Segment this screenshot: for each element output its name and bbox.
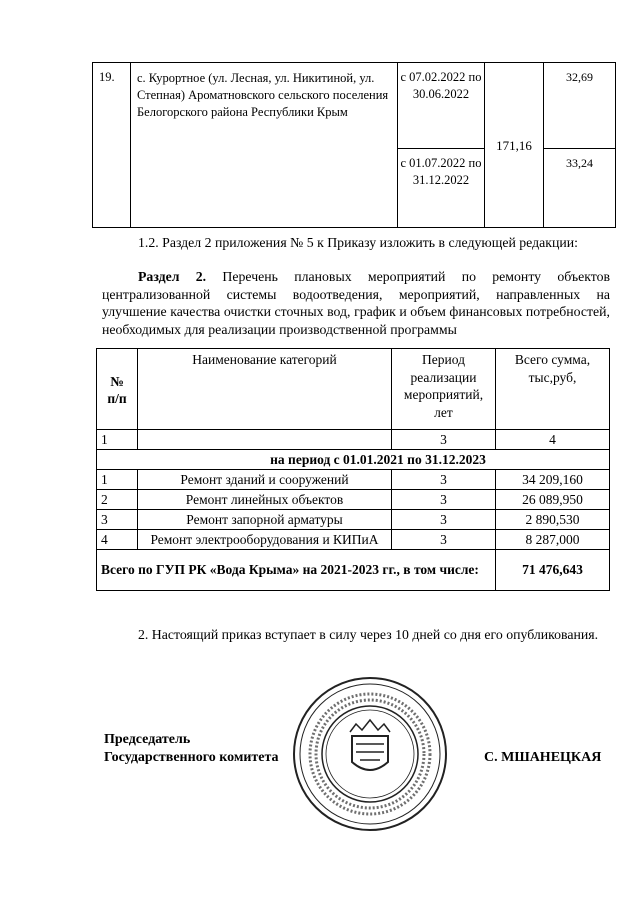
total-label: Всего по ГУП РК «Вода Крыма» на 2021-2023 гг., в том числе: <box>97 550 496 591</box>
row-sum: 2 890,530 <box>496 510 610 530</box>
colnum-1: 1 <box>97 430 138 450</box>
colnum-2 <box>138 430 392 450</box>
row-name: Ремонт зданий и сооружений <box>138 470 392 490</box>
header-sum: Всего сумма, тыс,руб, <box>496 349 610 430</box>
row-sum: 26 089,950 <box>496 490 610 510</box>
row-period: 3 <box>392 510 496 530</box>
row-number: 19. <box>93 63 131 228</box>
row-sum: 8 287,000 <box>496 530 610 550</box>
header-period: Период реализации мероприятий, лет <box>392 349 496 430</box>
row-name: Ремонт линейных объектов <box>138 490 392 510</box>
paragraph-1-2: 1.2. Раздел 2 приложения № 5 к Приказу изложить в следующей редакции: <box>138 235 578 250</box>
row-name: Ремонт электрооборудования и КИПиА <box>138 530 392 550</box>
official-seal-icon <box>290 674 450 834</box>
value-1: 32,69 <box>544 63 616 149</box>
value-2: 33,24 <box>544 148 616 227</box>
signature-position: Председатель Государственного комитета <box>104 732 279 765</box>
signatory-name: С. МШАНЕЦКАЯ <box>484 750 602 765</box>
paragraph-2: 2. Настоящий приказ вступает в силу через 10 дней со дня его опубликования. <box>138 627 599 642</box>
header-num: № п/п <box>97 349 138 430</box>
row-period: 3 <box>392 470 496 490</box>
row-sum: 34 209,160 <box>496 470 610 490</box>
row-name: Ремонт запорной арматуры <box>138 510 392 530</box>
table-row-19 <box>92 62 616 228</box>
row-num: 4 <box>97 530 138 550</box>
measures-table <box>96 348 610 591</box>
row-period: 3 <box>392 530 496 550</box>
section-2-paragraph <box>102 268 610 338</box>
period-2: с 01.07.2022 по 31.12.2022 <box>398 148 485 227</box>
period-row: на период с 01.01.2021 по 31.12.2023 <box>97 450 610 470</box>
colnum-4: 4 <box>496 430 610 450</box>
section-title: Раздел 2. <box>138 269 207 284</box>
header-name: Наименование категорий <box>138 349 392 430</box>
total-value: 71 476,643 <box>496 550 610 591</box>
row-period: 3 <box>392 490 496 510</box>
section-text: Перечень плановых мероприятий по ремонту объектов централизованной системы водоотведения, мероприятий, направленных на улучшение качества очистки сточных вод, график и объем финансовых потребностей, необходимых для реализации производственной программы <box>102 269 610 337</box>
period-1: с 07.02.2022 по 30.06.2022 <box>398 63 485 149</box>
total-value: 171,16 <box>485 63 544 228</box>
row-num: 2 <box>97 490 138 510</box>
row-num: 3 <box>97 510 138 530</box>
location-name: с. Курортное (ул. Лесная, ул. Никитиной, ул. Степная) Ароматновского сельского поселения Белогорского района Республики Крым <box>131 63 398 228</box>
colnum-3: 3 <box>392 430 496 450</box>
row-num: 1 <box>97 470 138 490</box>
